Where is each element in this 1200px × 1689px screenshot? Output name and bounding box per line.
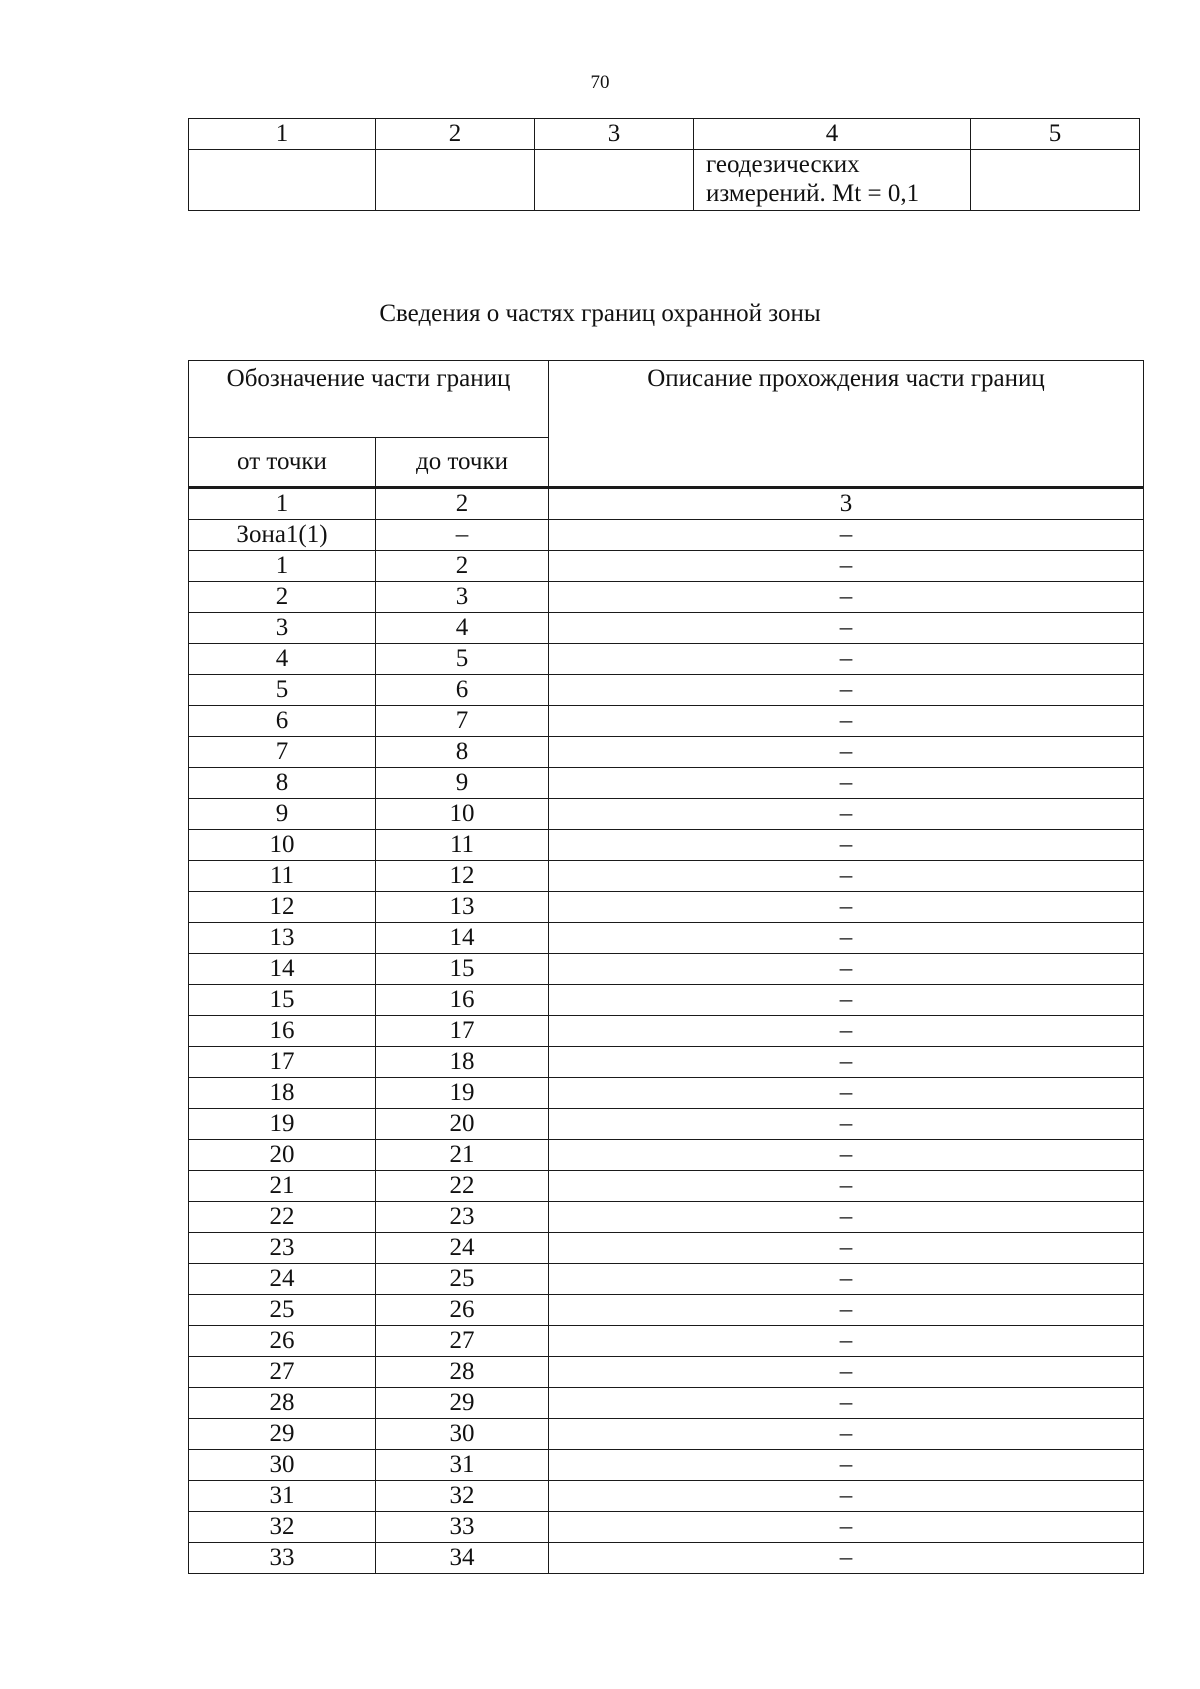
table-cell bbox=[971, 150, 1140, 211]
to-point-cell: 17 bbox=[376, 1016, 549, 1047]
to-point-cell: 15 bbox=[376, 954, 549, 985]
from-point-cell: Зона1(1) bbox=[189, 520, 376, 551]
description-cell: – bbox=[549, 1295, 1144, 1326]
to-point-cell: 30 bbox=[376, 1419, 549, 1450]
table-row bbox=[189, 1543, 1144, 1574]
to-point-cell: 5 bbox=[376, 644, 549, 675]
table-row bbox=[189, 1233, 1144, 1264]
from-point-cell: 19 bbox=[189, 1109, 376, 1140]
to-point-cell: 29 bbox=[376, 1388, 549, 1419]
from-point-cell: 31 bbox=[189, 1481, 376, 1512]
to-point-cell: 24 bbox=[376, 1233, 549, 1264]
to-point-cell: 18 bbox=[376, 1047, 549, 1078]
description-cell: – bbox=[549, 954, 1144, 985]
from-point-cell: 33 bbox=[189, 1543, 376, 1574]
to-point-cell: 6 bbox=[376, 675, 549, 706]
table-row bbox=[189, 582, 1144, 613]
to-point-cell: – bbox=[376, 520, 549, 551]
description-cell: – bbox=[549, 551, 1144, 582]
to-point-cell: 13 bbox=[376, 892, 549, 923]
from-point-cell: 6 bbox=[189, 706, 376, 737]
description-cell: – bbox=[549, 1357, 1144, 1388]
from-point-cell: 7 bbox=[189, 737, 376, 768]
to-point-cell: 31 bbox=[376, 1450, 549, 1481]
description-cell: – bbox=[549, 1202, 1144, 1233]
table-row bbox=[189, 613, 1144, 644]
table-row bbox=[189, 1295, 1144, 1326]
description-cell bbox=[694, 150, 971, 211]
from-point-cell: 10 bbox=[189, 830, 376, 861]
from-point-cell: 4 bbox=[189, 644, 376, 675]
description-cell: – bbox=[549, 923, 1144, 954]
from-point-cell: 29 bbox=[189, 1419, 376, 1450]
description-cell: – bbox=[549, 1326, 1144, 1357]
description-cell: – bbox=[549, 1543, 1144, 1574]
table-row bbox=[189, 1171, 1144, 1202]
description-cell: – bbox=[549, 1512, 1144, 1543]
from-point-cell: 32 bbox=[189, 1512, 376, 1543]
column-number: 1 bbox=[189, 488, 376, 520]
table-cell bbox=[189, 150, 376, 211]
description-cell: – bbox=[549, 1171, 1144, 1202]
description-header: Описание прохождения части границ bbox=[549, 361, 1144, 488]
boundary-parts-table bbox=[188, 360, 1144, 1574]
description-cell: – bbox=[549, 1078, 1144, 1109]
from-point-cell: 28 bbox=[189, 1388, 376, 1419]
to-point-cell: 25 bbox=[376, 1264, 549, 1295]
table-row bbox=[189, 1450, 1144, 1481]
description-cell: – bbox=[549, 675, 1144, 706]
from-point-cell: 1 bbox=[189, 551, 376, 582]
from-point-cell: 24 bbox=[189, 1264, 376, 1295]
group-header: Обозначение части границ bbox=[189, 361, 549, 438]
description-cell: – bbox=[549, 768, 1144, 799]
to-point-cell: 11 bbox=[376, 830, 549, 861]
to-point-cell: 12 bbox=[376, 861, 549, 892]
description-cell: – bbox=[549, 1450, 1144, 1481]
column-number: 5 bbox=[971, 119, 1140, 150]
from-point-cell: 15 bbox=[189, 985, 376, 1016]
from-point-cell: 11 bbox=[189, 861, 376, 892]
from-point-cell: 26 bbox=[189, 1326, 376, 1357]
table-row bbox=[189, 1357, 1144, 1388]
to-point-cell: 32 bbox=[376, 1481, 549, 1512]
table-row bbox=[189, 520, 1144, 551]
description-cell: – bbox=[549, 1388, 1144, 1419]
column-number: 1 bbox=[189, 119, 376, 150]
table-row bbox=[189, 985, 1144, 1016]
to-point-cell: 2 bbox=[376, 551, 549, 582]
table-row bbox=[189, 644, 1144, 675]
table-row bbox=[189, 551, 1144, 582]
description-cell: – bbox=[549, 1047, 1144, 1078]
to-point-cell: 22 bbox=[376, 1171, 549, 1202]
description-cell: – bbox=[549, 1481, 1144, 1512]
section-title: Сведения о частях границ охранной зоны bbox=[379, 300, 821, 327]
continuation-table bbox=[188, 118, 1140, 211]
from-point-cell: 17 bbox=[189, 1047, 376, 1078]
table-row bbox=[189, 1264, 1144, 1295]
to-point-cell: 16 bbox=[376, 985, 549, 1016]
table-cell bbox=[376, 150, 535, 211]
page-number: 70 bbox=[590, 72, 610, 93]
from-point-cell: 21 bbox=[189, 1171, 376, 1202]
description-cell: – bbox=[549, 1233, 1144, 1264]
column-number: 3 bbox=[535, 119, 694, 150]
table-row bbox=[189, 1109, 1144, 1140]
column-number: 3 bbox=[549, 488, 1144, 520]
from-point-cell: 16 bbox=[189, 1016, 376, 1047]
from-point-cell: 22 bbox=[189, 1202, 376, 1233]
table-row bbox=[189, 706, 1144, 737]
from-point-cell: 9 bbox=[189, 799, 376, 830]
to-point-cell: 7 bbox=[376, 706, 549, 737]
from-point-cell: 20 bbox=[189, 1140, 376, 1171]
column-number-row bbox=[189, 488, 1144, 520]
table-row bbox=[189, 1047, 1144, 1078]
description-cell: – bbox=[549, 737, 1144, 768]
from-point-cell: 25 bbox=[189, 1295, 376, 1326]
to-point-cell: 33 bbox=[376, 1512, 549, 1543]
to-point-cell: 19 bbox=[376, 1078, 549, 1109]
to-point-cell: 27 bbox=[376, 1326, 549, 1357]
from-point-cell: 12 bbox=[189, 892, 376, 923]
from-point-cell: 30 bbox=[189, 1450, 376, 1481]
description-cell: – bbox=[549, 1140, 1144, 1171]
table-row bbox=[189, 1388, 1144, 1419]
continuation-header-row bbox=[189, 119, 1140, 150]
description-cell: – bbox=[549, 644, 1144, 675]
from-point-cell: 18 bbox=[189, 1078, 376, 1109]
table-row bbox=[189, 1419, 1144, 1450]
from-point-header: от точки bbox=[189, 438, 376, 488]
table-cell bbox=[535, 150, 694, 211]
description-cell: – bbox=[549, 520, 1144, 551]
to-point-cell: 9 bbox=[376, 768, 549, 799]
table-row bbox=[189, 1512, 1144, 1543]
to-point-cell: 10 bbox=[376, 799, 549, 830]
to-point-cell: 26 bbox=[376, 1295, 549, 1326]
table-row bbox=[189, 1326, 1144, 1357]
from-point-cell: 13 bbox=[189, 923, 376, 954]
table-row bbox=[189, 923, 1144, 954]
continuation-row bbox=[189, 150, 1140, 211]
table-row bbox=[189, 737, 1144, 768]
from-point-cell: 2 bbox=[189, 582, 376, 613]
to-point-cell: 4 bbox=[376, 613, 549, 644]
table-row bbox=[189, 799, 1144, 830]
to-point-cell: 3 bbox=[376, 582, 549, 613]
from-point-cell: 23 bbox=[189, 1233, 376, 1264]
description-cell: – bbox=[549, 830, 1144, 861]
table-row bbox=[189, 861, 1144, 892]
description-cell: – bbox=[549, 1109, 1144, 1140]
to-point-cell: 34 bbox=[376, 1543, 549, 1574]
from-point-cell: 5 bbox=[189, 675, 376, 706]
description-cell: – bbox=[549, 799, 1144, 830]
table-row bbox=[189, 1481, 1144, 1512]
description-cell: – bbox=[549, 861, 1144, 892]
header-row bbox=[189, 361, 1144, 438]
table-row bbox=[189, 954, 1144, 985]
table-row bbox=[189, 830, 1144, 861]
to-point-cell: 20 bbox=[376, 1109, 549, 1140]
description-cell: – bbox=[549, 1419, 1144, 1450]
from-point-cell: 14 bbox=[189, 954, 376, 985]
description-cell: – bbox=[549, 706, 1144, 737]
table-row bbox=[189, 1202, 1144, 1233]
column-number: 2 bbox=[376, 488, 549, 520]
description-cell: – bbox=[549, 892, 1144, 923]
to-point-cell: 21 bbox=[376, 1140, 549, 1171]
table-row bbox=[189, 675, 1144, 706]
to-point-cell: 28 bbox=[376, 1357, 549, 1388]
to-point-cell: 8 bbox=[376, 737, 549, 768]
from-point-cell: 8 bbox=[189, 768, 376, 799]
description-text: геодезических измерений. Mt = 0,1 bbox=[706, 151, 920, 207]
to-point-cell: 23 bbox=[376, 1202, 549, 1233]
table-row bbox=[189, 1016, 1144, 1047]
description-cell: – bbox=[549, 1016, 1144, 1047]
from-point-cell: 3 bbox=[189, 613, 376, 644]
table-row bbox=[189, 1078, 1144, 1109]
table-row bbox=[189, 768, 1144, 799]
description-cell: – bbox=[549, 985, 1144, 1016]
from-point-cell: 27 bbox=[189, 1357, 376, 1388]
description-cell: – bbox=[549, 613, 1144, 644]
description-cell: – bbox=[549, 582, 1144, 613]
to-point-cell: 14 bbox=[376, 923, 549, 954]
table-row bbox=[189, 1140, 1144, 1171]
table-row bbox=[189, 892, 1144, 923]
column-number: 2 bbox=[376, 119, 535, 150]
to-point-header: до точки bbox=[376, 438, 549, 488]
description-cell: – bbox=[549, 1264, 1144, 1295]
column-number: 4 bbox=[694, 119, 971, 150]
